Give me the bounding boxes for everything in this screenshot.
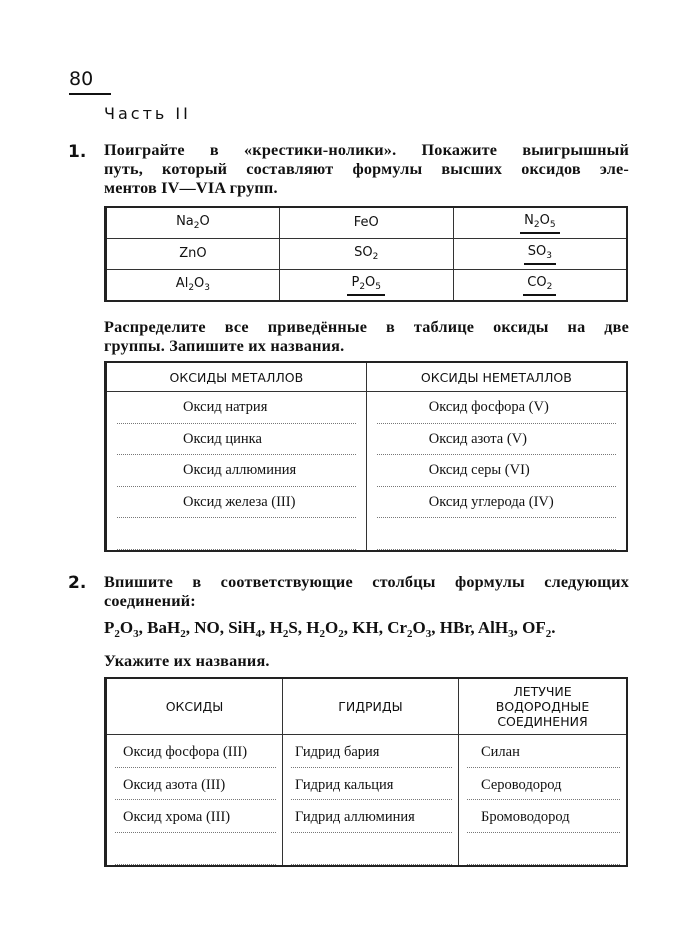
formula-element: BaH (147, 618, 181, 637)
grid-cell (279, 270, 453, 302)
hydride-entry (291, 768, 452, 801)
compound-formula (522, 618, 552, 640)
task2-line: Впишите в соответствующие столбцы формулы следующих (104, 573, 629, 591)
metal-oxide-entry-text (117, 525, 183, 541)
instruction-line: Распределите все приведённые в таблице оксиды на две (104, 318, 629, 336)
oxide-entry-text (115, 842, 123, 858)
oxide-entry (115, 735, 276, 768)
compound-formula (352, 618, 378, 637)
formula-element: O (412, 618, 426, 637)
formula-element: Al (175, 275, 189, 291)
formula-element: P (104, 618, 115, 637)
formula-element: N (524, 212, 534, 228)
formula-subscript: 4 (255, 628, 262, 640)
header-line: ЛЕТУЧИЕ (513, 684, 572, 699)
nonmetal-oxide-entry-text: Оксид азота (V) (428, 430, 527, 447)
grid-cell (453, 239, 627, 270)
header-hydrides: ГИДРИДЫ (283, 678, 459, 735)
task1-line: Поиграйте в «крестики-нолики». Покажите выигрышный (104, 141, 629, 159)
task1-text (104, 141, 629, 198)
grid-cell (279, 207, 453, 239)
formula-element: KH (352, 618, 379, 637)
hydrides-column (283, 735, 459, 867)
metal-oxide-entry-text: Оксид аллюминия (183, 462, 297, 478)
formula-element: AlH (477, 618, 509, 637)
names-instruction: Укажите их названия. (104, 652, 270, 670)
task1-number: 1. (68, 142, 87, 162)
formula-element: SO (527, 243, 547, 259)
formula-subscript: 2 (533, 219, 540, 230)
nonmetal-oxide-entry (377, 518, 616, 550)
task1-line: ментов IV—VIA групп. (104, 179, 278, 197)
formula-subscript: 2 (546, 281, 553, 292)
compounds-table (104, 677, 628, 867)
compound-formula (387, 618, 432, 640)
formula-element: Cr (387, 618, 408, 637)
hydride-entry-text: Гидрид аллюминия (295, 809, 415, 825)
formula-subscript: 2 (193, 220, 200, 231)
metal-oxide-entry (117, 392, 356, 424)
volatile-entry-text: Силан (481, 744, 520, 760)
header-nonmetal-oxides: ОКСИДЫ НЕМЕТАЛЛОВ (366, 362, 627, 392)
formula-element: S (288, 618, 298, 637)
formula-element: FeO (353, 214, 379, 230)
compound-formula (228, 618, 262, 640)
formula-element: SiH (228, 618, 256, 637)
oxide-entry-text: Оксид хрома (III) (123, 809, 231, 825)
nonmetal-oxide-entry (377, 424, 616, 456)
formula-subscript: 2 (359, 281, 366, 292)
hydride-entry-text: Гидрид кальция (295, 776, 394, 793)
formula-element: O (199, 213, 210, 229)
formula (350, 215, 383, 232)
formula-element: ZnO (179, 245, 207, 261)
volatile-entry-text: Сероводород (481, 776, 562, 793)
oxide-groups-table (104, 361, 628, 552)
nonmetal-oxide-entry-text: Оксид углерода (IV) (428, 493, 554, 510)
hydride-entry (291, 800, 452, 833)
compound-formula (477, 618, 514, 640)
formula-element: NO (194, 618, 220, 637)
hydride-entry-text: Гидрид бария (295, 744, 380, 760)
instruction-line: группы. Запишите их названия. (104, 337, 345, 355)
oxides-column (106, 735, 283, 867)
formula-element: O (365, 274, 376, 290)
volatile-entry-text: Бромоводород (481, 809, 570, 825)
formula-subscript: 2 (338, 628, 344, 640)
metal-oxide-entry (117, 455, 356, 487)
nonmetal-oxide-entry (377, 487, 616, 519)
metal-oxides-column (106, 392, 367, 551)
hydride-entry (291, 735, 452, 768)
grid-cell (453, 207, 627, 239)
nonmetal-oxides-column (366, 392, 627, 551)
formula-subscript: 5 (549, 219, 556, 230)
formula-subscript: 2 (188, 282, 195, 293)
metal-oxide-entry (117, 424, 356, 456)
volatile-entry (467, 833, 620, 866)
compound-formula (440, 618, 471, 637)
header-line: ВОДОРОДНЫЕ (495, 699, 590, 714)
formula (350, 245, 382, 264)
formula-subscript: 2 (545, 628, 552, 640)
page-number: 80 (69, 68, 94, 90)
metal-oxide-entry-text: Оксид цинка (183, 430, 262, 447)
volatile-entry (467, 735, 620, 768)
task1-line: путь, который составляют формулы высших оксидов эле- (104, 160, 629, 178)
tic-tac-toe-grid (104, 206, 628, 302)
formula-subscript: 3 (204, 282, 211, 293)
nonmetal-oxide-entry-text (377, 525, 429, 541)
formula-subscript: 2 (319, 628, 326, 640)
formula-element: P (351, 274, 360, 290)
formula-subscript: 2 (282, 628, 289, 640)
formula-list-end: . (551, 618, 556, 637)
nonmetal-oxide-entry (377, 392, 616, 424)
formula-subscript: 3 (546, 250, 552, 261)
formula (172, 276, 214, 295)
metal-oxide-entry-text: Оксид натрия (183, 399, 268, 415)
formula-element: SO (354, 244, 373, 260)
formula-element: H (269, 618, 283, 637)
formula-subscript: 2 (114, 628, 120, 640)
task2-text (104, 573, 629, 611)
oxide-entry (115, 833, 276, 866)
formula-subscript: 3 (425, 628, 432, 640)
task1-instruction (104, 318, 629, 356)
metal-oxide-entry (117, 487, 356, 519)
compound-formula (194, 618, 220, 637)
metal-oxide-entry (117, 518, 356, 550)
formula-subscript: 3 (133, 628, 139, 640)
metal-oxide-entry-text: Оксид железа (III) (183, 493, 296, 510)
compound-formula (269, 618, 298, 640)
header-line: СОЕДИНЕНИЯ (497, 714, 588, 729)
oxide-entry-text: Оксид фосфора (III) (123, 744, 248, 760)
formula-element: H (306, 618, 320, 637)
formula-subscript: 2 (180, 628, 186, 640)
compound-formula (306, 618, 344, 640)
grid-cell (106, 239, 280, 270)
formula (175, 246, 210, 263)
hydride-entry-text (291, 842, 295, 858)
winning-formula (524, 244, 556, 265)
nonmetal-oxide-entry-text: Оксид фосфора (V) (428, 399, 549, 415)
formula-subscript: 3 (508, 628, 514, 640)
volatile-entry (467, 768, 620, 801)
grid-cell (279, 239, 453, 270)
task2-number: 2. (68, 573, 87, 593)
grid-row (106, 239, 628, 270)
nonmetal-oxide-entry-text: Оксид серы (VI) (428, 462, 530, 478)
formula-subscript: 5 (375, 281, 382, 292)
winning-formula (347, 275, 385, 296)
grid-cell (106, 270, 280, 302)
winning-formula (523, 275, 556, 296)
nonmetal-oxide-entry (377, 455, 616, 487)
header-volatile-hydrogen-compounds (459, 678, 628, 735)
formula-list: $P_2O_3$, BaH$_2$, NO, SiH$_4$, $H_2S$, $H_2O_2$, KH, $Cr_2O_3$, HBr, AlH$_3$, $OF_2$. (104, 618, 556, 640)
compound-formula (147, 618, 186, 640)
task2-line: соединений: (104, 592, 196, 610)
formula-element: OF (522, 618, 546, 637)
formula-element: O (539, 212, 550, 228)
compound-formula (104, 618, 139, 640)
formula (172, 214, 214, 233)
grid-cell (106, 207, 280, 239)
formula-subscript: 2 (372, 251, 379, 262)
formula-element: Na (176, 213, 194, 229)
task2-names-instruction (104, 652, 629, 671)
formula-subscript: 2 (407, 628, 413, 640)
formula-element: CO (527, 274, 547, 290)
grid-row (106, 207, 628, 239)
page-number-underline (69, 93, 111, 95)
header-metal-oxides: ОКСИДЫ МЕТАЛЛОВ (106, 362, 367, 392)
part-title: Часть II (104, 104, 191, 123)
volatile-entry-text (467, 842, 481, 858)
oxide-entry (115, 768, 276, 801)
formula-element: HBr (439, 618, 471, 637)
volatile-column (459, 735, 628, 867)
hydride-entry (291, 833, 452, 866)
header-oxides: ОКСИДЫ (106, 678, 283, 735)
grid-cell (453, 270, 627, 302)
oxide-entry (115, 800, 276, 833)
formula-element: O (194, 275, 205, 291)
volatile-entry (467, 800, 620, 833)
oxide-entry-text: Оксид азота (III) (123, 776, 226, 793)
formula-element: O (325, 618, 339, 637)
formula-element: O (119, 618, 134, 637)
winning-formula (520, 213, 559, 234)
grid-row (106, 270, 628, 302)
